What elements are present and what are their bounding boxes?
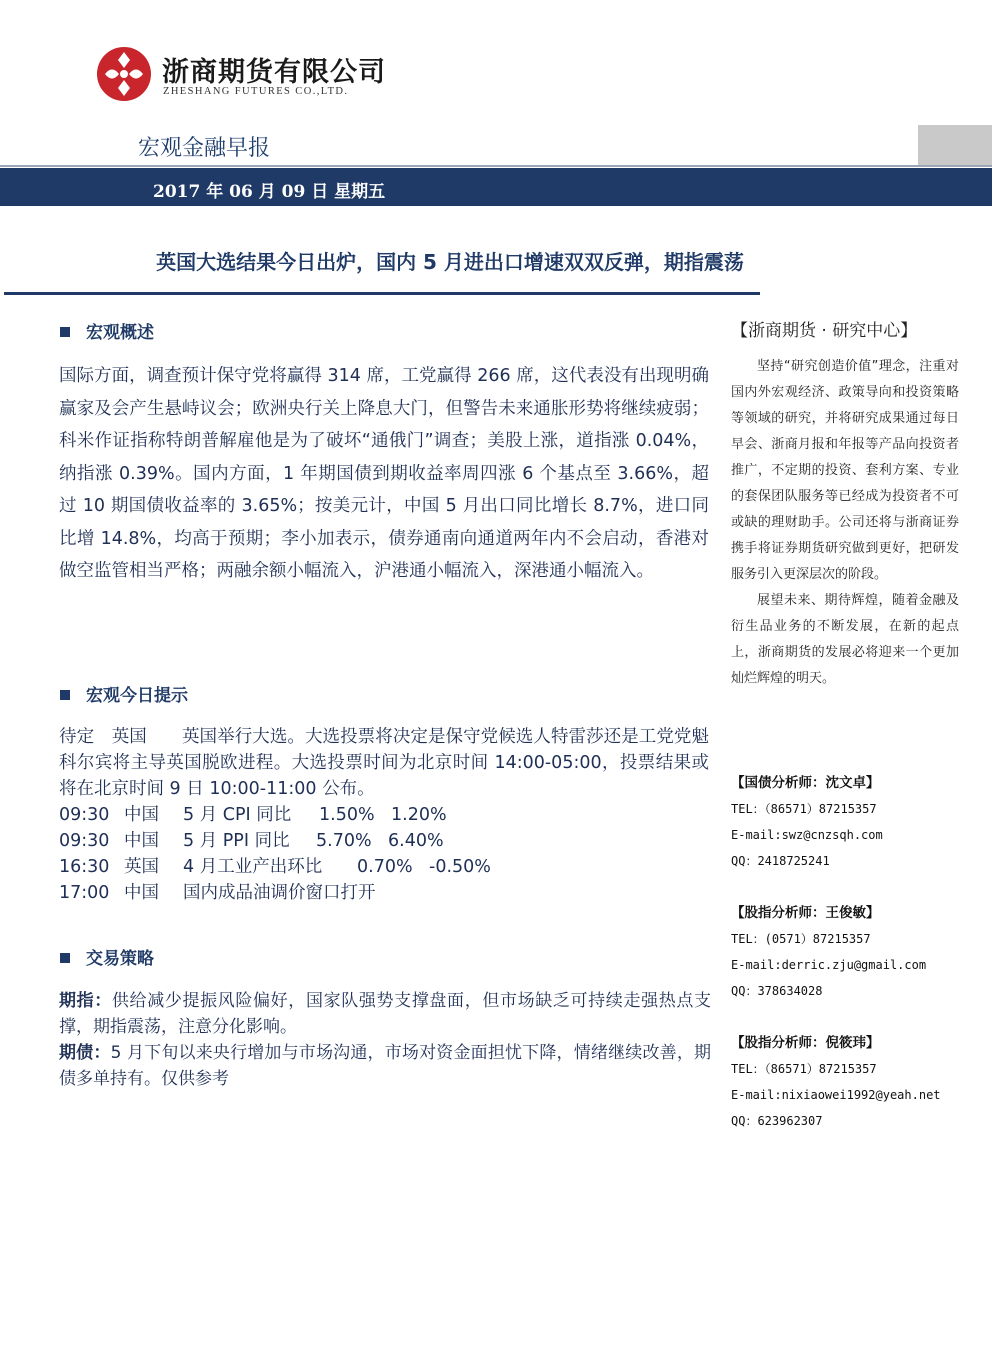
analyst-qq: QQ：623962307 [731,1114,823,1128]
bullet-square-icon [60,690,70,700]
analyst-tel: TEL：（86571）87215357 [731,802,877,816]
event-forecast: -0.50% [429,857,491,877]
date-bar [0,168,992,206]
event-item: 5 月 CPI 同比 [183,805,292,825]
analyst-qq: QQ：378634028 [731,984,823,998]
event-time: 09:30 [59,831,110,851]
analyst-card [731,1030,971,1134]
analyst-email[interactable]: E-mail:swz@cnzsqh.com [731,828,883,842]
event-prev: 5.70% [316,831,372,851]
event-country: 中国 [124,831,159,851]
event-country: 中国 [124,805,159,825]
analyst-title: 【股指分析师：王俊敏】 [731,905,880,921]
bullet-square-icon [60,953,70,963]
event-country: 英国 [124,857,159,877]
analyst-card [731,900,971,1004]
event-row [59,828,709,854]
bullet-square-icon [60,327,70,337]
events-block [59,724,709,906]
event-prev: 0.70% [357,857,413,877]
event-time: 16:30 [59,857,110,877]
event-time: 09:30 [59,805,110,825]
overview-text: 国际方面，调查预计保守党将赢得 314 席，工党赢得 266 席，这代表没有出现明确赢家及会产生悬峙议会；欧洲央行关上降息大门，但警告未来通胀形势将继续疲弱；科米作证指称特朗普解雇他是为了破坏“通俄门”调查；美股上涨，道指涨 0.04%，纳指涨 0.39%。国内方面，1 年期国债到期收益率周四涨 6 个基点至 3.66%，超过 10 期国债收益率的 3.65%；按美元计，中国 5 月出口同比增长 8.7%，进口同比增 14.8%，均高于预期；李小加表示，债券通南向通道两年内不会启动，香港对做空监管相当严格；两融余额小幅流入，沪港通小幅流入，深港通小幅流入。 [59,366,709,581]
strategy-label: 期债： [59,1043,111,1063]
report-date: 2017 年 06 月 09 日 星期五 [153,182,386,202]
event-time: 17:00 [59,883,110,903]
company-logo-icon [96,46,152,102]
section-title-overview: 宏观概述 [60,318,154,343]
event-item: 4 月工业产出环比 [183,857,323,877]
event-forecast: 1.20% [391,805,447,825]
strategy-item [59,988,711,1040]
section-title-today: 宏观今日提示 [60,681,188,706]
event-row [59,880,709,906]
analyst-qq: QQ：2418725241 [731,854,830,868]
header-decoration [918,125,992,165]
sidebar-intro [731,354,959,692]
analyst-tel: TEL：(0571）87215357 [731,932,871,946]
strategy-text: 供给减少提振风险偏好，国家队强势支撑盘面，但市场缺乏可持续走强热点支撑，期指震荡，注意分化影响。 [59,991,712,1037]
analyst-card [731,770,971,874]
company-name-en: ZHESHANG FUTURES CO.,LTD. [163,86,349,97]
event-prev: 1.50% [319,805,375,825]
event-intro: 待定 英国 英国举行大选。大选投票将决定是保守党候选人特雷莎还是工党党魁科尔宾将主导英国脱欧进程。大选投票时间为北京时间 14:00-05:00，投票结果或将在北京时间 9 日 10:00-11:00 公布。 [59,727,709,799]
strategy-text: 5 月下旬以来央行增加与市场沟通，市场对资金面担忧下降，情绪继续改善，期债多单持有。仅供参考 [59,1043,712,1089]
header-divider [0,165,992,167]
event-country: 中国 [124,883,159,903]
report-type: 宏观金融早报 [138,136,271,161]
analyst-email[interactable]: E-mail:derric.zju@gmail.com [731,958,927,972]
analyst-tel: TEL：（86571）87215357 [731,1062,877,1076]
strategy-label: 期指： [59,991,112,1011]
strategy-block [59,988,711,1092]
analyst-title: 【国债分析师：沈文卓】 [731,775,880,791]
analyst-title: 【股指分析师：倪筱玮】 [731,1035,880,1051]
sidebar-paragraph: 展望未来、期待辉煌，随着金融及衍生品业务的不断发展，在新的起点上，浙商期货的发展必将迎来一个更加灿烂辉煌的明天。 [731,593,959,686]
section-title-strategy: 交易策略 [60,944,154,969]
company-name-cn: 浙商期货有限公司 [162,57,386,88]
analyst-email[interactable]: E-mail:nixiaowei1992@yeah.net [731,1088,941,1102]
strategy-item [59,1040,711,1092]
event-row [59,854,709,880]
event-item: 5 月 PPI 同比 [183,831,290,851]
event-forecast: 6.40% [388,831,444,851]
sidebar-paragraph: 坚持“研究创造价值”理念，注重对国内外宏观经济、政策导向和投资策略等领域的研究，并将研究成果通过每日早会、浙商月报和年报等产品向投资者推广，不定期的投资、套利方案、专业的套保团队服务等已经成为投资者不可或缺的理财助手。公司还将与浙商证券携手将证券期货研究做到更好，把研发服务引入更深层次的阶段。 [731,359,959,582]
event-row [59,802,709,828]
sidebar-title: 【浙商期货 · 研究中心】 [731,321,918,341]
headline: 英国大选结果今日出炉，国内 5 月进出口增速双双反弹，期指震荡 [156,250,744,274]
event-item: 国内成品油调价窗口打开 [183,883,376,903]
headline-divider [4,292,760,295]
